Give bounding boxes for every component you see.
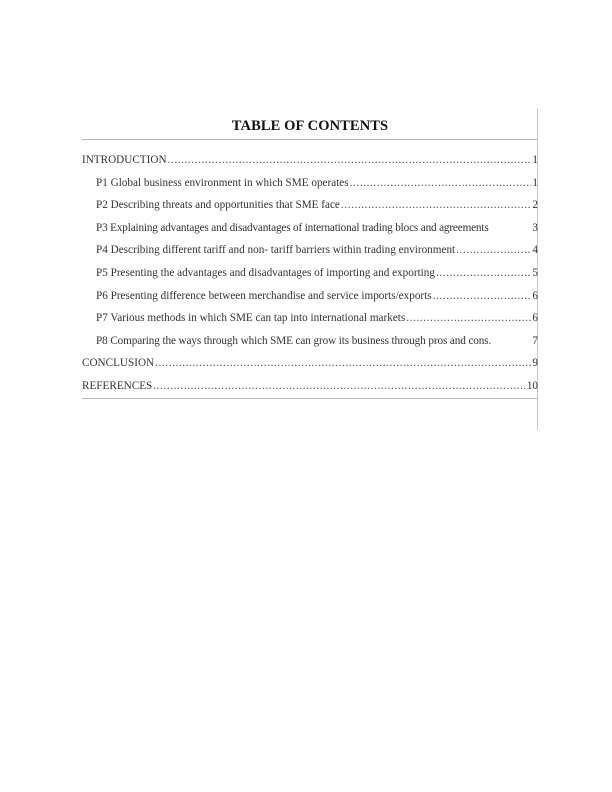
toc-bottom-rule (82, 398, 538, 399)
toc-entry-label: P7 Various methods in which SME can tap into international markets (96, 312, 406, 325)
toc-entry-p4[interactable] (82, 243, 538, 266)
toc-page-number: 6 (532, 289, 538, 302)
toc-page-number: 10 (526, 379, 538, 392)
toc-entry-label: P6 Presenting difference between merchandise and service imports/exports (96, 289, 432, 302)
dot-leader (168, 153, 532, 167)
dot-leader (350, 176, 532, 190)
dot-leader (153, 379, 526, 393)
dot-leader (433, 289, 532, 303)
toc-entry-conclusion[interactable] (82, 356, 538, 379)
toc-page-number: 3 (532, 221, 538, 234)
table-of-contents (82, 117, 538, 399)
toc-entry-label: CONCLUSION (82, 357, 155, 370)
toc-entry-p3[interactable] (82, 221, 538, 244)
toc-entry-label: P2 Describing threats and opportunities that SME face (96, 199, 340, 212)
toc-page-number: 5 (532, 266, 538, 279)
toc-list (82, 153, 538, 402)
dot-leader (456, 243, 531, 257)
toc-entry-p7[interactable] (82, 311, 538, 334)
toc-entry-label: INTRODUCTION (82, 154, 167, 166)
toc-entry-label: REFERENCES (82, 379, 153, 392)
dot-leader (406, 311, 531, 325)
toc-entry-p6[interactable] (82, 289, 538, 312)
toc-title: TABLE OF CONTENTS (82, 117, 538, 140)
toc-entry-label: P5 Presenting the advantages and disadvantages of importing and exporting (96, 266, 435, 279)
toc-entry-label: P1 Global business environment in which SME operates (96, 176, 349, 189)
toc-page-number: 1 (532, 154, 538, 166)
toc-page-number: 4 (532, 244, 538, 257)
toc-entry-label: P3 Explaining advantages and disadvantages of international trading blocs and agreements (96, 221, 489, 234)
toc-page-number: 2 (532, 199, 538, 212)
toc-page-number: 7 (532, 334, 538, 347)
toc-entry-p5[interactable] (82, 266, 538, 289)
toc-page-number: 9 (532, 357, 538, 370)
toc-entry-introduction[interactable] (82, 153, 538, 176)
toc-entry-p1[interactable] (82, 176, 538, 199)
toc-entry-p2[interactable] (82, 198, 538, 221)
dot-leader (436, 266, 531, 280)
dot-leader (155, 356, 531, 370)
dot-leader (341, 198, 532, 212)
toc-page-number: 6 (532, 312, 538, 325)
toc-page-number: 1 (532, 176, 538, 189)
toc-entry-p8[interactable] (82, 334, 538, 357)
toc-entry-label: P4 Describing different tariff and non- tariff barriers within trading environment (96, 244, 456, 257)
toc-entry-label: P8 Comparing the ways through which SME can grow its business through pros and cons. (96, 334, 492, 347)
